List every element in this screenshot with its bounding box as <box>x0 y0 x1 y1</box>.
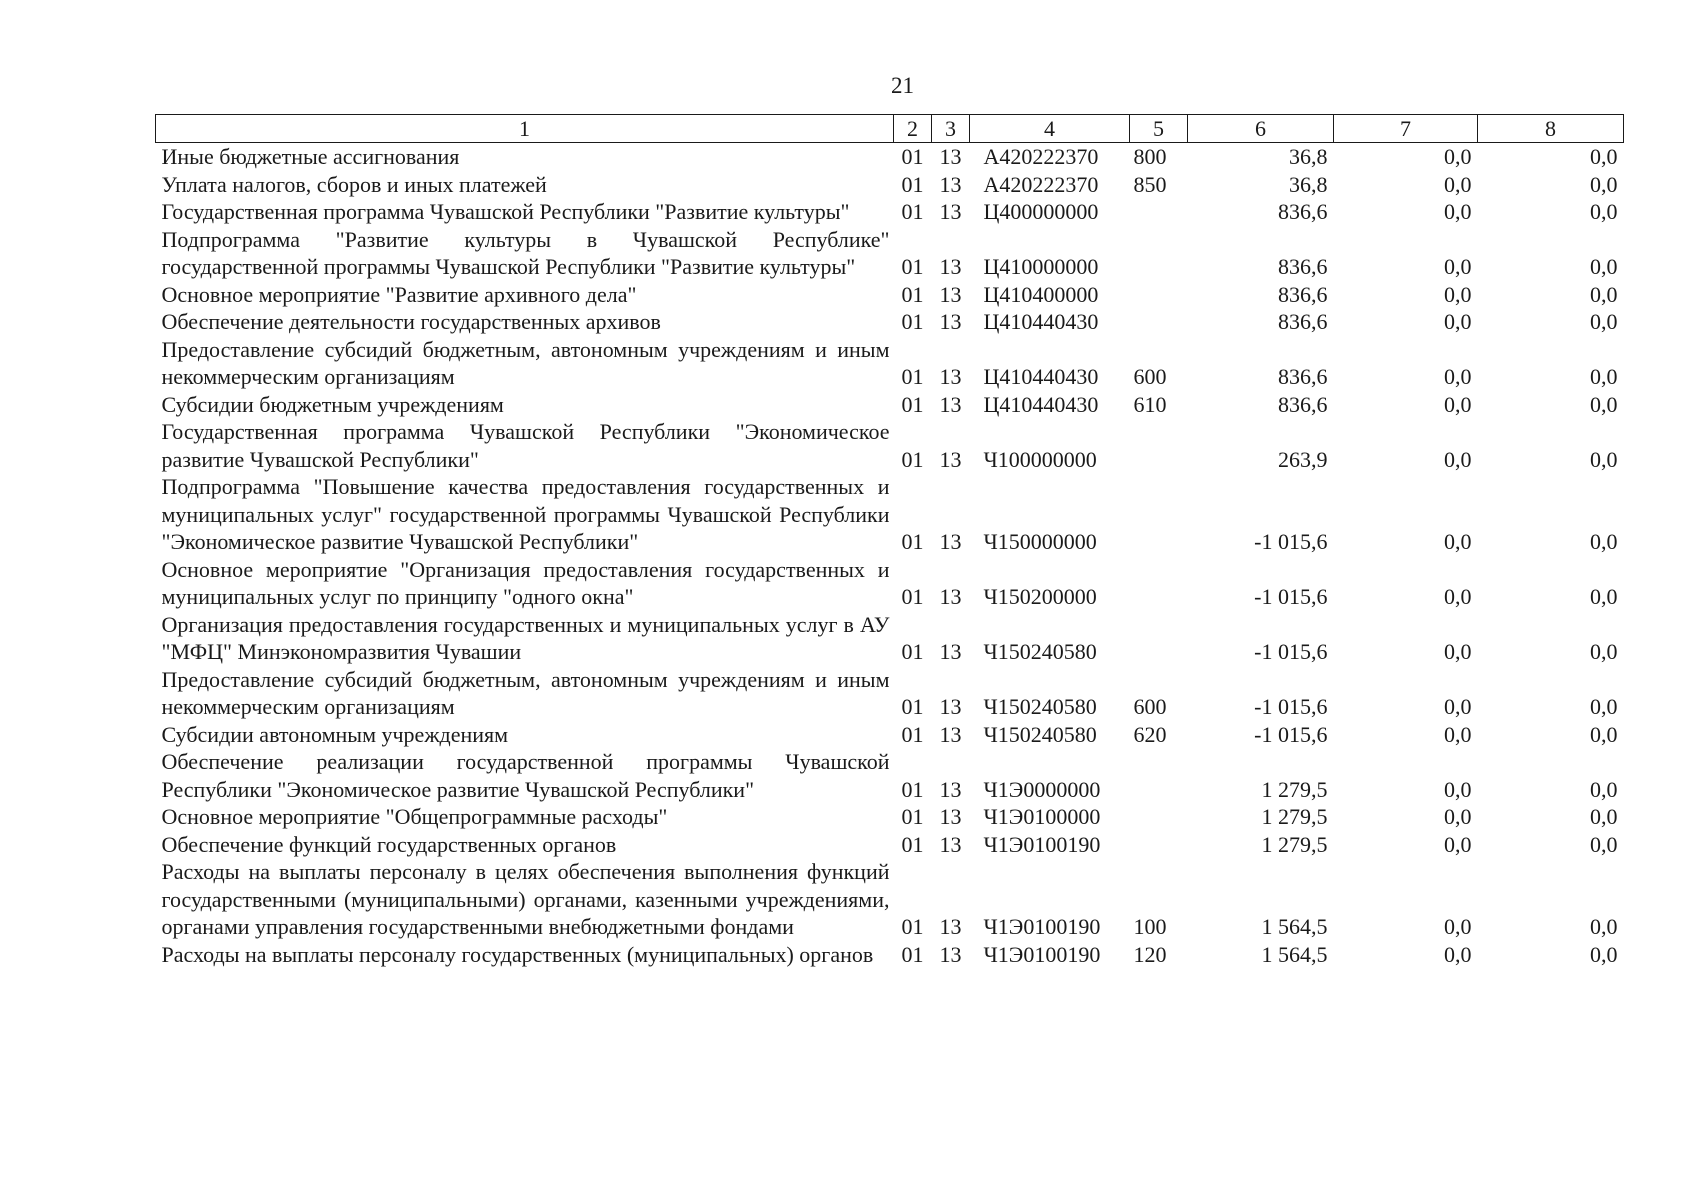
row-expense-type-cell: 610 <box>1133 391 1167 417</box>
row-subsection-cell: 13 <box>939 914 962 939</box>
row-section-cell: 01 <box>901 446 924 472</box>
row-section-cell: 01 <box>901 804 924 829</box>
row-section-cell: 01 <box>901 694 924 719</box>
row-amount-8-cell: 0,0 <box>1590 529 1618 554</box>
page-number: 21 <box>891 73 914 98</box>
row-expense-type-cell: 120 <box>1133 941 1167 967</box>
row-name-cell: Уплата налогов, сборов и иных платежей <box>161 171 547 197</box>
row-subsection-cell: 13 <box>939 309 962 334</box>
row-amount-6-cell: 36,8 <box>1289 171 1328 197</box>
row-amount-7-cell: 0,0 <box>1444 639 1472 664</box>
row-name-cell: Основное мероприятие "Общепрограммные расходы" <box>161 804 668 829</box>
row-amount-7-cell: 0,0 <box>1444 364 1472 389</box>
row-amount-6-cell: 1 564,5 <box>1261 941 1328 967</box>
row-subsection-cell: 13 <box>939 584 962 609</box>
row-subsection-cell: 13 <box>939 831 962 857</box>
row-expense-type-cell <box>1130 308 1188 336</box>
row-subsection-cell: 13 <box>939 804 962 829</box>
row-section-cell: 01 <box>901 281 924 307</box>
table-row <box>156 611 1624 666</box>
row-amount-8-cell: 0,0 <box>1590 309 1618 334</box>
row-amount-6-cell: 836,6 <box>1278 391 1328 417</box>
row-amount-7-cell: 0,0 <box>1444 144 1472 169</box>
row-section-cell: 01 <box>901 639 924 664</box>
column-header-amount-6: 6 <box>1188 115 1334 143</box>
row-amount-8-cell: 0,0 <box>1590 199 1618 224</box>
row-amount-7-cell: 0,0 <box>1444 309 1472 334</box>
row-amount-6-cell: -1 015,6 <box>1254 639 1328 664</box>
row-expense-type-cell <box>1130 803 1188 831</box>
row-expense-type-cell <box>1130 473 1188 556</box>
row-amount-6-cell: -1 015,6 <box>1254 721 1328 747</box>
row-name-cell: Государственная программа Чувашской Республики "Экономическое развитие Чувашской Республики" <box>161 419 890 472</box>
table-row <box>156 831 1624 859</box>
row-subsection-cell: 13 <box>939 144 962 169</box>
row-amount-7-cell: 0,0 <box>1444 281 1472 307</box>
row-name-cell: Подпрограмма "Повышение качества предоставления государственных и муниципальных услуг" государственной программы Чувашской Республики "Экономическое развитие Чувашской Республики" <box>161 474 890 554</box>
row-target-article-cell: Ч150240580 <box>983 639 1097 664</box>
column-header-expense-type: 5 <box>1130 115 1188 143</box>
row-subsection-cell: 13 <box>939 941 962 967</box>
row-amount-6-cell: 1 564,5 <box>1261 914 1328 939</box>
row-amount-8-cell: 0,0 <box>1590 776 1618 802</box>
row-amount-7-cell: 0,0 <box>1444 446 1472 472</box>
row-amount-6-cell: -1 015,6 <box>1254 529 1328 554</box>
table-row <box>156 391 1624 419</box>
row-amount-7-cell: 0,0 <box>1444 529 1472 554</box>
row-expense-type-cell <box>1130 281 1188 309</box>
row-name-cell: Основное мероприятие "Развитие архивного дела" <box>161 281 637 307</box>
row-section-cell: 01 <box>901 721 924 747</box>
row-name-cell: Субсидии автономным учреждениям <box>161 721 509 747</box>
row-amount-7-cell: 0,0 <box>1444 721 1472 747</box>
row-name-cell: Обеспечение функций государственных органов <box>161 831 617 857</box>
row-name-cell: Подпрограмма "Развитие культуры в Чувашской Республике" государственной программы Чувашской Республики "Развитие культуры" <box>161 226 890 279</box>
row-amount-7-cell: 0,0 <box>1444 391 1472 417</box>
row-amount-8-cell: 0,0 <box>1590 914 1618 939</box>
row-target-article-cell: Ц410000000 <box>983 254 1099 279</box>
row-name-cell: Расходы на выплаты персоналу государственных (муниципальных) органов <box>161 941 874 967</box>
row-expense-type-cell <box>1130 748 1188 803</box>
table-row <box>156 556 1624 611</box>
row-section-cell: 01 <box>901 391 924 417</box>
row-expense-type-cell: 800 <box>1133 144 1167 169</box>
row-amount-7-cell: 0,0 <box>1444 914 1472 939</box>
row-amount-6-cell: 36,8 <box>1289 144 1328 169</box>
table-row <box>156 171 1624 199</box>
row-subsection-cell: 13 <box>939 776 962 802</box>
row-expense-type-cell <box>1130 831 1188 859</box>
row-target-article-cell: Ч150000000 <box>983 529 1097 554</box>
row-subsection-cell: 13 <box>939 721 962 747</box>
row-amount-7-cell: 0,0 <box>1444 694 1472 719</box>
row-name-cell: Расходы на выплаты персоналу в целях обеспечения выполнения функций государственными (муниципальными) органами, казенными учреждениями, органами управления государственными внебюджетными фондами <box>161 859 890 939</box>
row-target-article-cell: Ч1Э0100190 <box>983 941 1101 967</box>
row-subsection-cell: 13 <box>939 529 962 554</box>
table-row <box>156 721 1624 749</box>
row-amount-8-cell: 0,0 <box>1590 171 1618 197</box>
table-row <box>156 226 1624 281</box>
row-name-cell: Государственная программа Чувашской Республики "Развитие культуры" <box>161 199 850 224</box>
row-expense-type-cell <box>1130 611 1188 666</box>
table-row <box>156 473 1624 556</box>
row-target-article-cell: Ч150240580 <box>983 721 1097 747</box>
row-amount-7-cell: 0,0 <box>1444 804 1472 829</box>
column-header-section: 2 <box>894 115 932 143</box>
table-row <box>156 143 1624 171</box>
row-section-cell: 01 <box>901 144 924 169</box>
row-section-cell: 01 <box>901 776 924 802</box>
table-row <box>156 308 1624 336</box>
row-amount-8-cell: 0,0 <box>1590 364 1618 389</box>
row-subsection-cell: 13 <box>939 281 962 307</box>
row-subsection-cell: 13 <box>939 199 962 224</box>
row-target-article-cell: Ц410440430 <box>983 391 1099 417</box>
row-amount-7-cell: 0,0 <box>1444 254 1472 279</box>
row-amount-8-cell: 0,0 <box>1590 144 1618 169</box>
row-amount-6-cell: 263,9 <box>1278 446 1328 472</box>
row-target-article-cell: А420222370 <box>983 144 1099 169</box>
row-amount-6-cell: 836,6 <box>1278 199 1328 224</box>
row-subsection-cell: 13 <box>939 694 962 719</box>
row-amount-8-cell: 0,0 <box>1590 391 1618 417</box>
row-target-article-cell: Ц410440430 <box>983 364 1099 389</box>
row-amount-7-cell: 0,0 <box>1444 776 1472 802</box>
row-amount-8-cell: 0,0 <box>1590 831 1618 857</box>
row-name-cell: Обеспечение деятельности государственных архивов <box>161 309 661 334</box>
table-row <box>156 281 1624 309</box>
column-header-name: 1 <box>156 115 894 143</box>
table-row <box>156 803 1624 831</box>
table-row <box>156 336 1624 391</box>
row-expense-type-cell <box>1130 418 1188 473</box>
row-amount-8-cell: 0,0 <box>1590 584 1618 609</box>
row-target-article-cell: Ц410440430 <box>983 309 1099 334</box>
row-amount-6-cell: -1 015,6 <box>1254 584 1328 609</box>
row-subsection-cell: 13 <box>939 171 962 197</box>
row-amount-6-cell: 836,6 <box>1278 364 1328 389</box>
row-expense-type-cell: 850 <box>1133 171 1167 197</box>
row-amount-7-cell: 0,0 <box>1444 171 1472 197</box>
row-target-article-cell: Ч1Э0100190 <box>983 831 1101 857</box>
row-section-cell: 01 <box>901 914 924 939</box>
row-section-cell: 01 <box>901 254 924 279</box>
row-amount-6-cell: 836,6 <box>1278 309 1328 334</box>
row-target-article-cell: Ч1Э0000000 <box>983 776 1101 802</box>
row-section-cell: 01 <box>901 831 924 857</box>
row-amount-7-cell: 0,0 <box>1444 831 1472 857</box>
column-header-target-article: 4 <box>970 115 1130 143</box>
row-target-article-cell: Ч150200000 <box>983 584 1097 609</box>
row-amount-8-cell: 0,0 <box>1590 446 1618 472</box>
header-row <box>156 115 1624 143</box>
row-subsection-cell: 13 <box>939 639 962 664</box>
table-row <box>156 198 1624 226</box>
row-amount-8-cell: 0,0 <box>1590 721 1618 747</box>
row-expense-type-cell: 620 <box>1133 721 1167 747</box>
row-subsection-cell: 13 <box>939 254 962 279</box>
row-amount-8-cell: 0,0 <box>1590 639 1618 664</box>
table-body <box>156 143 1624 969</box>
row-amount-6-cell: 1 279,5 <box>1261 776 1328 802</box>
row-name-cell: Предоставление субсидий бюджетным, автономным учреждениям и иным некоммерческим организациям <box>161 666 890 719</box>
row-target-article-cell: Ч150240580 <box>983 694 1097 719</box>
table-row <box>156 748 1624 803</box>
table-row <box>156 666 1624 721</box>
row-name-cell: Организация предоставления государственных и муниципальных услуг в АУ "МФЦ" Минэкономразвития Чувашии <box>161 611 890 664</box>
table-header <box>156 115 1624 143</box>
row-section-cell: 01 <box>901 364 924 389</box>
row-name-cell: Субсидии бюджетным учреждениям <box>161 391 504 417</box>
row-expense-type-cell: 600 <box>1133 364 1167 389</box>
row-amount-7-cell: 0,0 <box>1444 584 1472 609</box>
row-target-article-cell: Ч1Э0100000 <box>983 804 1101 829</box>
row-amount-8-cell: 0,0 <box>1590 694 1618 719</box>
table-row <box>156 858 1624 941</box>
row-expense-type-cell <box>1130 198 1188 226</box>
row-section-cell: 01 <box>901 171 924 197</box>
column-header-subsection: 3 <box>932 115 970 143</box>
row-name-cell: Основное мероприятие "Организация предоставления государственных и муниципальных услуг по принципу "одного окна" <box>161 556 890 609</box>
row-section-cell: 01 <box>901 199 924 224</box>
row-subsection-cell: 13 <box>939 446 962 472</box>
table-row <box>156 941 1624 969</box>
row-expense-type-cell <box>1130 226 1188 281</box>
row-target-article-cell: Ц400000000 <box>983 199 1099 224</box>
row-amount-8-cell: 0,0 <box>1590 254 1618 279</box>
row-amount-8-cell: 0,0 <box>1590 804 1618 829</box>
row-amount-6-cell: 1 279,5 <box>1261 831 1328 857</box>
column-header-amount-7: 7 <box>1334 115 1478 143</box>
row-expense-type-cell <box>1130 556 1188 611</box>
row-target-article-cell: Ч100000000 <box>983 446 1097 472</box>
budget-table <box>155 114 1624 968</box>
row-expense-type-cell: 600 <box>1133 694 1167 719</box>
row-section-cell: 01 <box>901 309 924 334</box>
row-section-cell: 01 <box>901 584 924 609</box>
row-amount-6-cell: 836,6 <box>1278 281 1328 307</box>
row-subsection-cell: 13 <box>939 364 962 389</box>
row-amount-6-cell: 1 279,5 <box>1261 804 1328 829</box>
row-name-cell: Предоставление субсидий бюджетным, автономным учреждениям и иным некоммерческим организациям <box>161 336 890 389</box>
row-amount-6-cell: 836,6 <box>1278 254 1328 279</box>
row-amount-7-cell: 0,0 <box>1444 199 1472 224</box>
row-target-article-cell: Ч1Э0100190 <box>983 914 1101 939</box>
row-section-cell: 01 <box>901 529 924 554</box>
row-amount-7-cell: 0,0 <box>1444 941 1472 967</box>
row-target-article-cell: Ц410400000 <box>983 281 1099 307</box>
row-amount-6-cell: -1 015,6 <box>1254 694 1328 719</box>
row-subsection-cell: 13 <box>939 391 962 417</box>
column-header-amount-8: 8 <box>1478 115 1624 143</box>
row-expense-type-cell: 100 <box>1133 914 1167 939</box>
row-name-cell: Иные бюджетные ассигнования <box>161 144 460 169</box>
row-section-cell: 01 <box>901 941 924 967</box>
row-name-cell: Обеспечение реализации государственной программы Чувашской Республики "Экономическое развитие Чувашской Республики" <box>161 749 890 802</box>
row-amount-8-cell: 0,0 <box>1590 941 1618 967</box>
row-amount-8-cell: 0,0 <box>1590 281 1618 307</box>
table-row <box>156 418 1624 473</box>
row-target-article-cell: А420222370 <box>983 171 1099 197</box>
